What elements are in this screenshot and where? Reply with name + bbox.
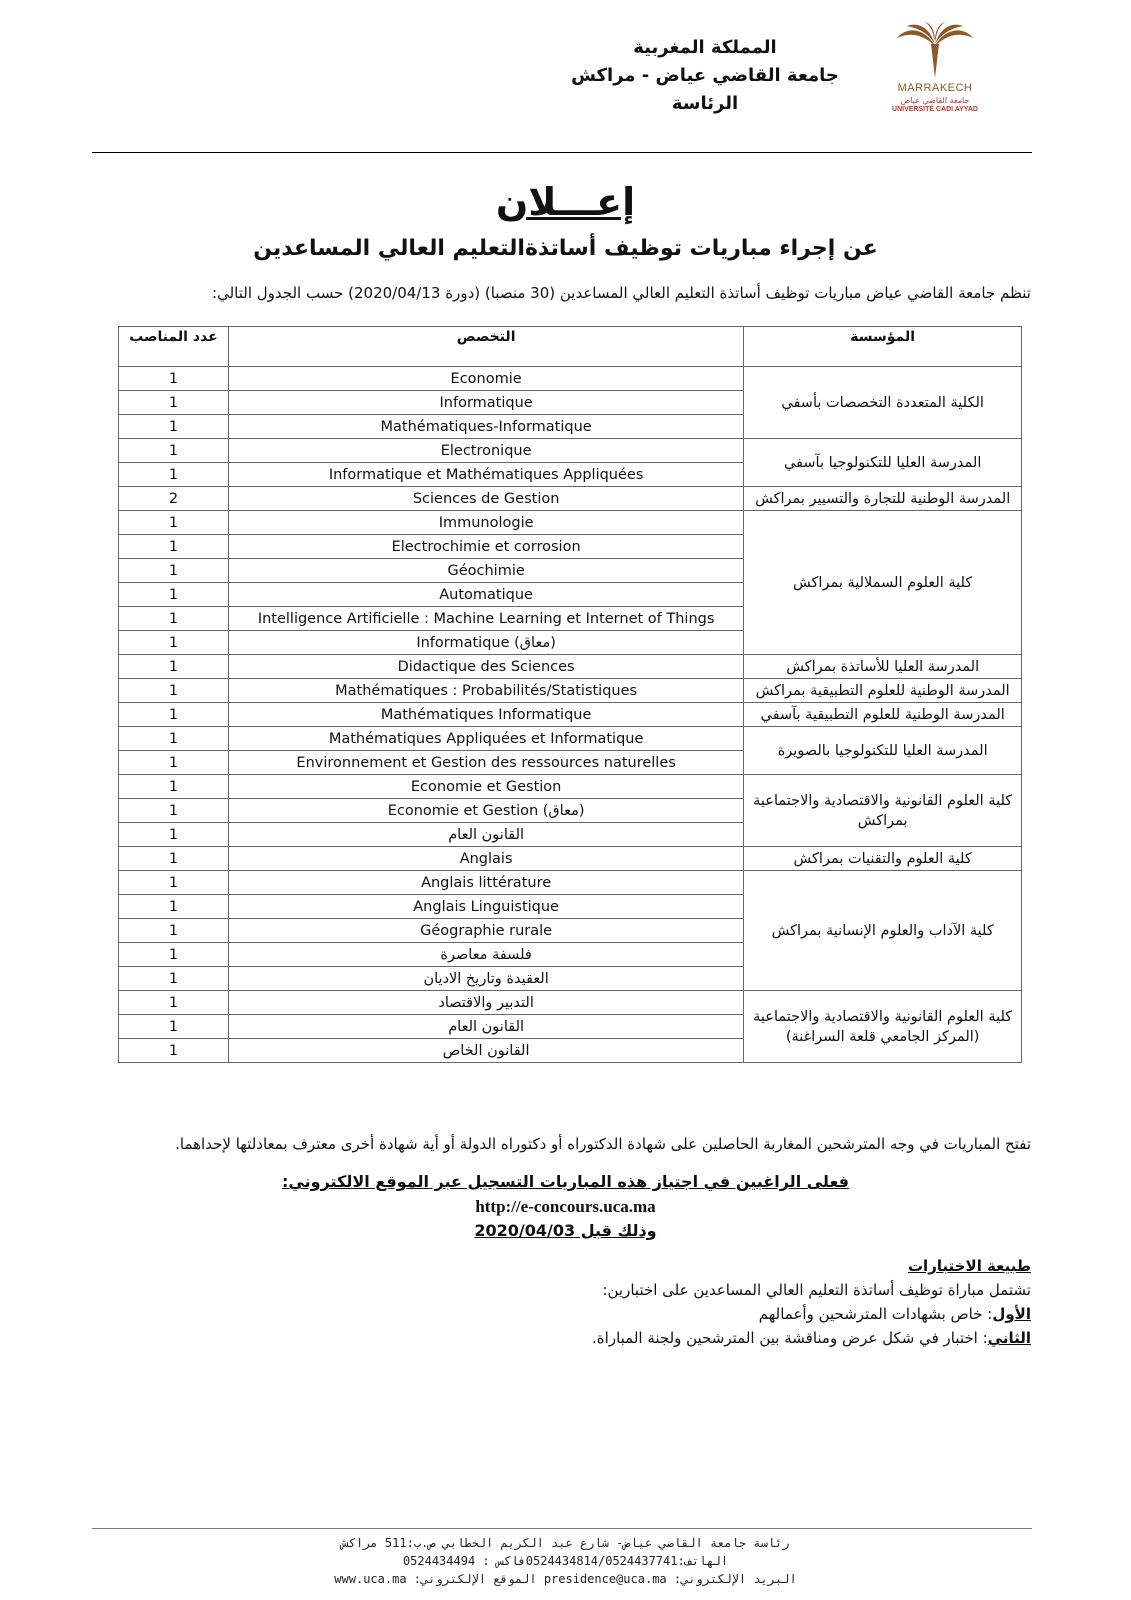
header-divider	[92, 152, 1032, 153]
cell-count: 1	[119, 415, 229, 439]
cell-count: 1	[119, 871, 229, 895]
cell-specialty: Mathématiques : Probabilités/Statistiques	[228, 679, 743, 703]
cell-institution: المدرسة الوطنية للتجارة والتسيير بمراكش	[744, 487, 1022, 511]
logo-french-name: UNIVERSITÉ CADI AYYAD	[892, 106, 978, 113]
cell-count: 1	[119, 583, 229, 607]
cell-specialty: التدبير والاقتصاد	[228, 991, 743, 1015]
cell-specialty: Sciences de Gestion	[228, 487, 743, 511]
cell-specialty: Géographie rurale	[228, 919, 743, 943]
cell-specialty: Informatique (معاق)	[228, 631, 743, 655]
cell-institution: المدرسة الوطنية للعلوم التطبيقية بآسفي	[744, 703, 1022, 727]
cell-institution: كلية العلوم القانونية والاقتصادية والاجتماعية بمراكش	[744, 775, 1022, 847]
cell-specialty: القانون العام	[228, 823, 743, 847]
table-row	[119, 727, 1022, 751]
cell-count: 1	[119, 967, 229, 991]
cell-specialty: Immunologie	[228, 511, 743, 535]
university-logo	[880, 22, 990, 132]
cell-count: 1	[119, 751, 229, 775]
cell-specialty: Anglais Linguistique	[228, 895, 743, 919]
test-second-label: الثاني	[987, 1329, 1031, 1347]
cell-institution: المدرسة العليا للتكنولوجيا بالصويرة	[744, 727, 1022, 775]
cell-count: 2	[119, 487, 229, 511]
registration-deadline: وذلك قبل 2020/04/03	[474, 1221, 657, 1240]
cell-specialty: القانون الخاص	[228, 1039, 743, 1063]
cell-count: 1	[119, 703, 229, 727]
tests-section	[431, 1254, 1031, 1350]
cell-institution: كلية الآداب والعلوم الإنسانية بمراكش	[744, 871, 1022, 991]
table-row	[119, 367, 1022, 391]
eligibility-text: تفتح المباريات في وجه المترشحين المغاربة الحاصلين على شهادة الدكتوراه أو دكتوراه الدولة أو أية شهادة أخرى معترف بمعادلتها لإحداهما.	[175, 1135, 1031, 1153]
cell-count: 1	[119, 511, 229, 535]
table-body	[119, 367, 1022, 1063]
cell-count: 1	[119, 655, 229, 679]
tests-intro: تشتمل مباراة توظيف أساتذة التعليم العالي المساعدين على اختبارين:	[602, 1281, 1031, 1299]
table-row	[119, 679, 1022, 703]
cell-institution: المدرسة الوطنية للعلوم التطبيقية بمراكش	[744, 679, 1022, 703]
cell-specialty: Didactique des Sciences	[228, 655, 743, 679]
cell-specialty: Géochimie	[228, 559, 743, 583]
table-row	[119, 703, 1022, 727]
cell-institution: المدرسة العليا للتكنولوجيا بآسفي	[744, 439, 1022, 487]
table-row	[119, 439, 1022, 463]
cell-specialty: Informatique et Mathématiques Appliquées	[228, 463, 743, 487]
announcement-title: إعـــلان	[495, 180, 636, 224]
cell-specialty: Mathématiques Appliquées et Informatique	[228, 727, 743, 751]
table-row	[119, 847, 1022, 871]
cell-count: 1	[119, 367, 229, 391]
cell-count: 1	[119, 679, 229, 703]
cell-count: 1	[119, 775, 229, 799]
table-row	[119, 871, 1022, 895]
cell-specialty: العقيدة وتاريخ الاديان	[228, 967, 743, 991]
footer	[0, 1534, 1131, 1588]
test-first	[431, 1302, 1031, 1326]
cell-institution: كلية العلوم والتقنيات بمراكش	[744, 847, 1022, 871]
cell-count: 1	[119, 919, 229, 943]
header-specialty: التخصص	[228, 327, 743, 367]
cell-count: 1	[119, 631, 229, 655]
cell-count: 1	[119, 727, 229, 751]
university-title: جامعة القاضي عياض - مراكش	[571, 65, 839, 86]
cell-specialty: Electronique	[228, 439, 743, 463]
cell-specialty: Mathématiques Informatique	[228, 703, 743, 727]
announcement-subtitle: عن إجراء مباريات توظيف أساتذةالتعليم العالي المساعدين	[253, 236, 878, 261]
test-second	[431, 1326, 1031, 1350]
table-row	[119, 991, 1022, 1015]
cell-specialty: القانون العام	[228, 1015, 743, 1039]
registration-title: فعلى الراغبين في اجتياز هذه المباريات التسجيل عبر الموقع الالكتروني:	[282, 1172, 849, 1191]
cell-specialty: Intelligence Artificielle : Machine Learning et Internet of Things	[228, 607, 743, 631]
palm-emblem-icon	[895, 22, 975, 80]
header-block	[560, 34, 850, 118]
cell-institution: كلية العلوم السملالية بمراكش	[744, 511, 1022, 655]
cell-count: 1	[119, 1039, 229, 1063]
cell-count: 1	[119, 559, 229, 583]
table-row	[119, 511, 1022, 535]
cell-count: 1	[119, 1015, 229, 1039]
announcement-intro: تنظم جامعة القاضي عياض مباريات توظيف أساتذة التعليم العالي المساعدين (30 منصبا) (دورة 2020/04/13) حسب الجدول التالي:	[212, 284, 1031, 302]
cell-count: 1	[119, 439, 229, 463]
cell-count: 1	[119, 799, 229, 823]
logo-arabic-name: جامعة القاضي عياض	[900, 96, 970, 105]
cell-specialty: Electrochimie et corrosion	[228, 535, 743, 559]
tests-heading: طبيعة الاختبارات	[907, 1257, 1031, 1275]
logo-city: MARRAKECH	[897, 82, 973, 94]
positions-table	[118, 326, 1022, 1063]
header-count: عدد المناصب	[119, 327, 229, 367]
test-second-text: : اختبار في شكل عرض ومناقشة بين المترشحين ولجنة المباراة.	[592, 1329, 988, 1347]
test-first-label: الأول	[992, 1305, 1031, 1323]
test-first-text: : خاص بشهادات المترشحين وأعمالهم	[758, 1305, 993, 1323]
table-row	[119, 487, 1022, 511]
cell-count: 1	[119, 823, 229, 847]
cell-count: 1	[119, 391, 229, 415]
cell-specialty: Economie	[228, 367, 743, 391]
footer-web: البريد الإلكتروني: presidence@uca.ma الموقع الإلكتروني: www.uca.ma	[334, 1572, 797, 1586]
table-row	[119, 655, 1022, 679]
kingdom-title: المملكة المغربية	[633, 37, 777, 58]
cell-specialty: Automatique	[228, 583, 743, 607]
registration-url[interactable]: http://e-concours.uca.ma	[475, 1197, 656, 1216]
cell-institution: كلية العلوم القانونية والاقتصادية والاجتماعية (المركز الجامعي قلعة السراغنة)	[744, 991, 1022, 1063]
cell-specialty: Informatique	[228, 391, 743, 415]
cell-specialty: Anglais	[228, 847, 743, 871]
cell-specialty: Mathématiques-Informatique	[228, 415, 743, 439]
cell-specialty: Environnement et Gestion des ressources naturelles	[228, 751, 743, 775]
cell-specialty: فلسفة معاصرة	[228, 943, 743, 967]
cell-count: 1	[119, 847, 229, 871]
footer-divider	[92, 1528, 1032, 1529]
cell-institution: الكلية المتعددة التخصصات بأسفي	[744, 367, 1022, 439]
presidency-title: الرئاسة	[671, 93, 739, 114]
cell-specialty: Economie et Gestion	[228, 775, 743, 799]
footer-phone: الهاتف:0524434814/0524437741فاكس : 0524434494	[402, 1554, 729, 1568]
cell-count: 1	[119, 895, 229, 919]
cell-count: 1	[119, 991, 229, 1015]
cell-count: 1	[119, 607, 229, 631]
cell-specialty: Anglais littérature	[228, 871, 743, 895]
cell-count: 1	[119, 463, 229, 487]
cell-count: 1	[119, 535, 229, 559]
table-header-row	[119, 327, 1022, 367]
cell-institution: المدرسة العليا للأساتذة بمراكش	[744, 655, 1022, 679]
header-institution: المؤسسة	[744, 327, 1022, 367]
cell-specialty: Economie et Gestion (معاق)	[228, 799, 743, 823]
table-row	[119, 775, 1022, 799]
cell-count: 1	[119, 943, 229, 967]
footer-address: رئاسة جامعة القاضي عياض- شارع عبد الكريم الخطابي ص.ب:511 مراكش	[341, 1536, 790, 1550]
